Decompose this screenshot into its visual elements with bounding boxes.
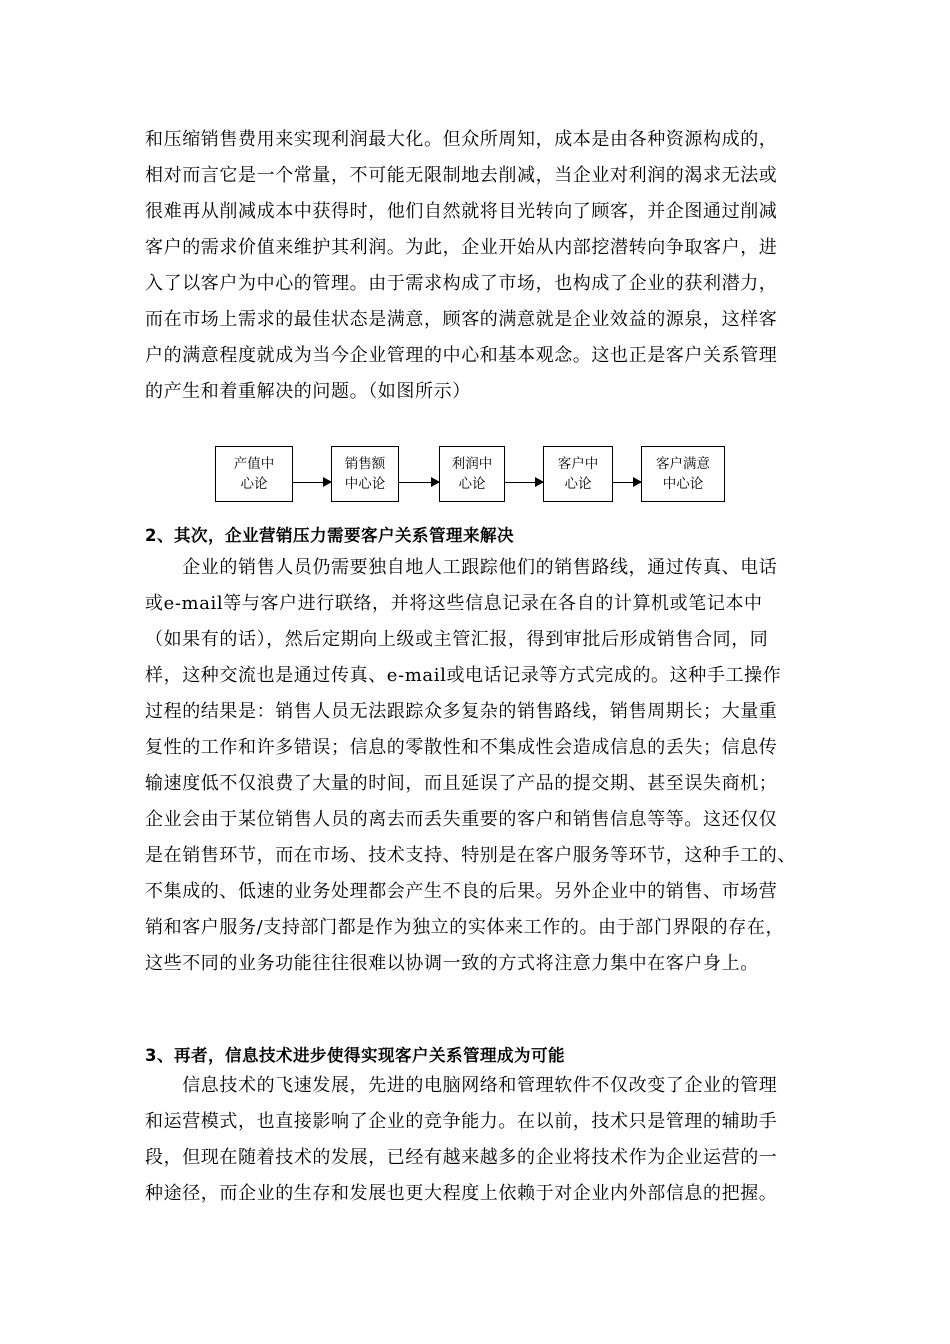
text-line: 输速度低不仅浪费了大量的时间，而且延误了产品的提交期、甚至误失商机； xyxy=(145,773,778,794)
text-line: 很难再从削减成本中获得时，他们自然就将目光转向了顾客，并企图通过削减 xyxy=(145,201,778,222)
paragraph-info-technology xyxy=(145,1068,825,1212)
arrow-right-icon xyxy=(399,482,439,483)
text-line: 企业会由于某位销售人员的离去而丢失重要的客户和销售信息等等。这还仅仅 xyxy=(145,809,778,830)
text-line: 样，这种交流也是通过传真、e-mail或电话记录等方式完成的。这种手工操作 xyxy=(145,665,782,686)
text-line: 和压缩销售费用来实现利润最大化。但众所周知，成本是由各种资源构成的， xyxy=(145,129,778,150)
diagram-box-text: 中心论 xyxy=(344,476,386,492)
diagram-box-sales xyxy=(331,446,399,502)
text-line: 相对而言它是一个常量，不可能无限制地去削减，当企业对利润的渴求无法或 xyxy=(145,165,778,186)
management-evolution-diagram xyxy=(215,446,735,504)
text-line: 信息技术的飞速发展，先进的电脑网络和管理软件不仅改变了企业的管理 xyxy=(145,1075,778,1096)
text-line: （如果有的话），然后定期向上级或主管汇报，得到审批后形成销售合同，同 xyxy=(145,629,769,650)
text-line: 和运营模式，也直接影响了企业的竞争能力。在以前，技术只是管理的辅助手 xyxy=(145,1111,778,1132)
diagram-box-profit xyxy=(439,446,505,502)
diagram-box-text: 心论 xyxy=(240,476,268,492)
text-line: 而在市场上需求的最佳状态是满意，顾客的满意就是企业效益的源泉，这样客 xyxy=(145,309,778,330)
diagram-box-text: 产值中 xyxy=(233,456,275,472)
text-line: 不集成的、低速的业务处理都会产生不良的后果。另外企业中的销售、市场营 xyxy=(145,881,778,902)
text-line: 的产生和着重解决的问题。（如图所示） xyxy=(145,381,471,402)
diagram-box-customer-satisfaction xyxy=(641,446,725,502)
text-line: 段，但现在随着技术的发展，已经有越来越多的企业将技术作为企业运营的一 xyxy=(145,1147,778,1168)
text-line: 是在销售环节，而在市场、技术支持、特别是在客户服务等环节，这种手工的、 xyxy=(145,845,796,866)
arrow-right-icon xyxy=(613,482,641,483)
arrow-right-icon xyxy=(505,482,543,483)
diagram-box-text: 利润中 xyxy=(451,456,493,472)
diagram-box-text: 心论 xyxy=(564,476,592,492)
text-line: 种途径，而企业的生存和发展也更大程度上依赖于对企业内外部信息的把握。 xyxy=(145,1183,778,1204)
text-line: 销和客户服务/支持部门都是作为独立的实体来工作的。由于部门界限的存在， xyxy=(145,917,785,938)
section-heading-info-technology: 3、再者，信息技术进步使得实现客户关系管理成为可能 xyxy=(145,1046,565,1065)
diagram-box-text: 中心论 xyxy=(662,476,704,492)
diagram-box-text: 销售额 xyxy=(344,456,386,472)
diagram-box-text: 心论 xyxy=(458,476,486,492)
diagram-box-text: 客户中 xyxy=(557,456,599,472)
paragraph-sales-process xyxy=(145,550,825,982)
text-line: 这些不同的业务功能往往很难以协调一致的方式将注意力集中在客户身上。 xyxy=(145,953,759,974)
text-line: 客户的需求价值来维护其利润。为此，企业开始从内部挖潜转向争取客户，进 xyxy=(145,237,778,258)
diagram-box-customer xyxy=(543,446,613,502)
text-line: 复性的工作和许多错误；信息的零散性和不集成性会造成信息的丢失；信息传 xyxy=(145,737,778,758)
text-line: 户的满意程度就成为当今企业管理的中心和基本观念。这也正是客户关系管理 xyxy=(145,345,778,366)
text-line: 过程的结果是：销售人员无法跟踪众多复杂的销售路线，销售周期长；大量重 xyxy=(145,701,778,722)
diagram-box-output-value xyxy=(215,446,293,502)
text-line: 入了以客户为中心的管理。由于需求构成了市场，也构成了企业的获利潜力， xyxy=(145,273,778,294)
arrow-right-icon xyxy=(293,482,331,483)
paragraph-profit-to-customer xyxy=(145,122,825,410)
text-line: 或e-mail等与客户进行联络，并将这些信息记录在各自的计算机或笔记本中 xyxy=(145,593,763,614)
diagram-box-text: 客户满意 xyxy=(656,456,710,472)
section-heading-marketing-pressure: 2、其次，企业营销压力需要客户关系管理来解决 xyxy=(145,526,514,545)
text-line: 企业的销售人员仍需要独自地人工跟踪他们的销售路线，通过传真、电话 xyxy=(145,557,778,578)
